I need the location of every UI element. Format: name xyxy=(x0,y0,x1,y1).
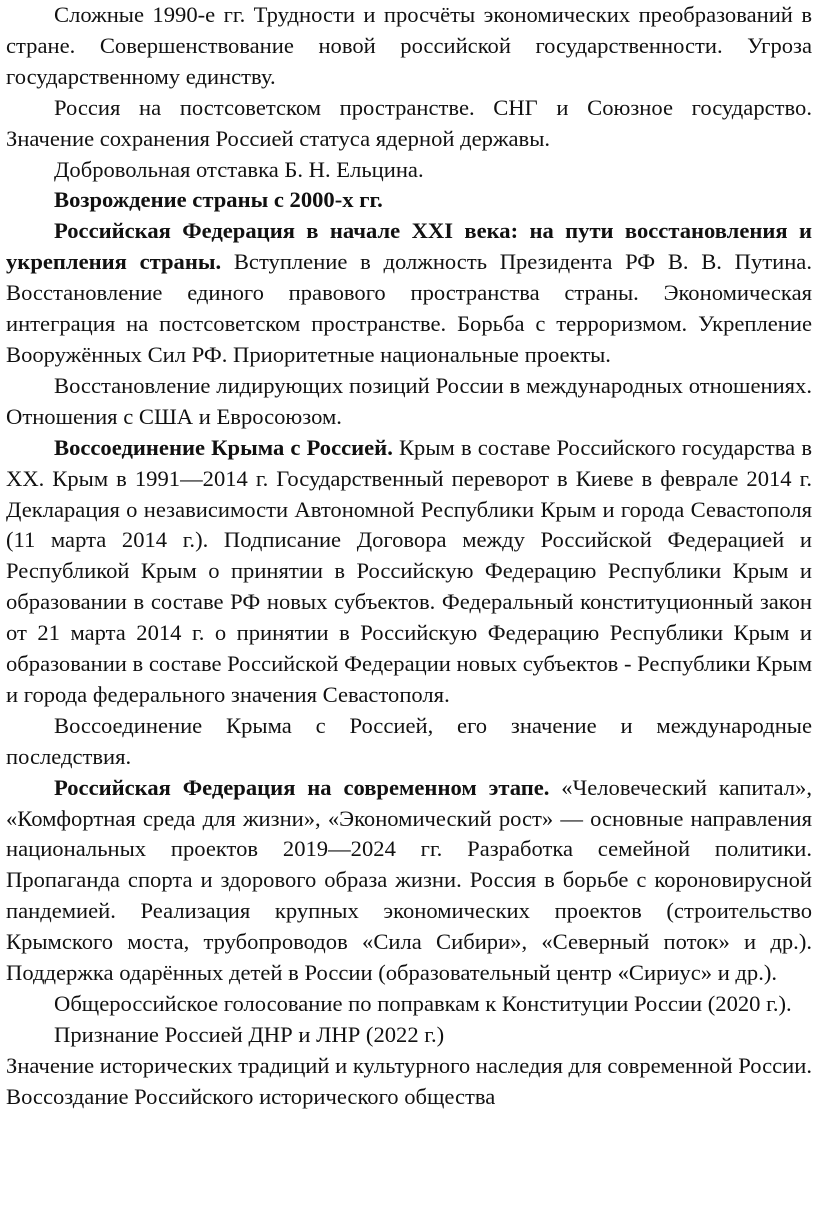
heading-text: Возрождение страны с 2000-х гг. xyxy=(54,187,383,213)
paragraph-heading: Российская Федерация в начале XXI века: на пути восстановления и укрепления страны. xyxy=(6,218,812,275)
paragraph-text: Воссоединение Крыма с Россией, его значение и международные последствия. xyxy=(6,712,812,769)
paragraph-1990s xyxy=(6,0,812,93)
paragraph-text: Добровольная отставка Б. Н. Ельцина. xyxy=(54,156,424,182)
paragraph-yeltsin-resignation xyxy=(6,155,812,186)
paragraph-current-stage xyxy=(6,773,812,989)
paragraph-text: Сложные 1990-е гг. Трудности и просчёты экономических преобразований в стране. Совершенствование новой российской государственности. Угроза государственному единству. xyxy=(6,2,812,89)
document-page xyxy=(6,0,812,1113)
paragraph-constitution-vote xyxy=(6,989,812,1020)
paragraph-heading: Российская Федерация на современном этапе. xyxy=(54,774,550,800)
section-heading-revival xyxy=(6,185,812,216)
paragraph-text: Крым в составе Российского государства в ХХ. Крым в 1991—2014 г. Государственный переворот в Киеве в феврале 2014 г. Декларация о независимости Автономной Республики Крым и города Севастополя (11 марта 2014 г.). Подписание Договора между Российской Федерацией и Республикой Крым о принятии в Российскую Федерацию Республики Крым и образовании в составе РФ новых субъектов. Федеральный конституционный закон от 21 марта 2014 г. о принятии в Российскую Федерацию Республики Крым и образовании в составе Российской Федерации новых субъектов - Республики Крым и города федерального значения Севастополя. xyxy=(6,434,812,707)
paragraph-text: «Человеческий капитал», «Комфортная среда для жизни», «Экономический рост» — основные направления национальных проектов 2019—2024 гг. Разработка семейной политики. Пропаганда спорта и здорового образа жизни. Россия в борьбе с короновирусной пандемией. Реализация крупных экономических проектов (строительство Крымского моста, трубопроводов «Сила Сибири», «Северный поток» и др.). Поддержка одарённых детей в России (образовательный центр «Сириус» и др.). xyxy=(6,774,813,986)
paragraph-text: Вступление в должность Президента РФ В. В. Путина. Восстановление единого правового пространства страны. Экономическая интеграция на постсоветском пространстве. Борьба с терроризмом. Укрепление Вооружённых Сил РФ. Приоритетные национальные проекты. xyxy=(6,249,812,367)
paragraph-text: Общероссийское голосование по поправкам к Конституции России (2020 г.). xyxy=(54,991,792,1016)
paragraph-text: Признание Россией ДНР и ЛНР (2022 г.) xyxy=(54,1021,445,1047)
paragraph-text: Восстановление лидирующих позиций России в международных отношениях. Отношения с США и Евросоюзом. xyxy=(6,372,812,429)
paragraph-text: Россия на постсоветском пространстве. СНГ и Союзное государство. Значение сохранения Россией статуса ядерной державы. xyxy=(6,94,812,151)
paragraph-international-relations xyxy=(6,371,812,433)
paragraph-historical-traditions xyxy=(6,1051,812,1113)
paragraph-crimea-reunification xyxy=(6,433,812,711)
paragraph-crimea-significance xyxy=(6,711,812,773)
paragraph-heading: Воссоединение Крыма с Россией. xyxy=(54,434,393,460)
paragraph-text: Значение исторических традиций и культурного наследия для современной России. Воссоздание Российского исторического общества xyxy=(6,1052,812,1109)
paragraph-21st-century xyxy=(6,216,812,371)
paragraph-post-soviet xyxy=(6,93,812,155)
paragraph-dnr-lnr xyxy=(6,1020,812,1051)
